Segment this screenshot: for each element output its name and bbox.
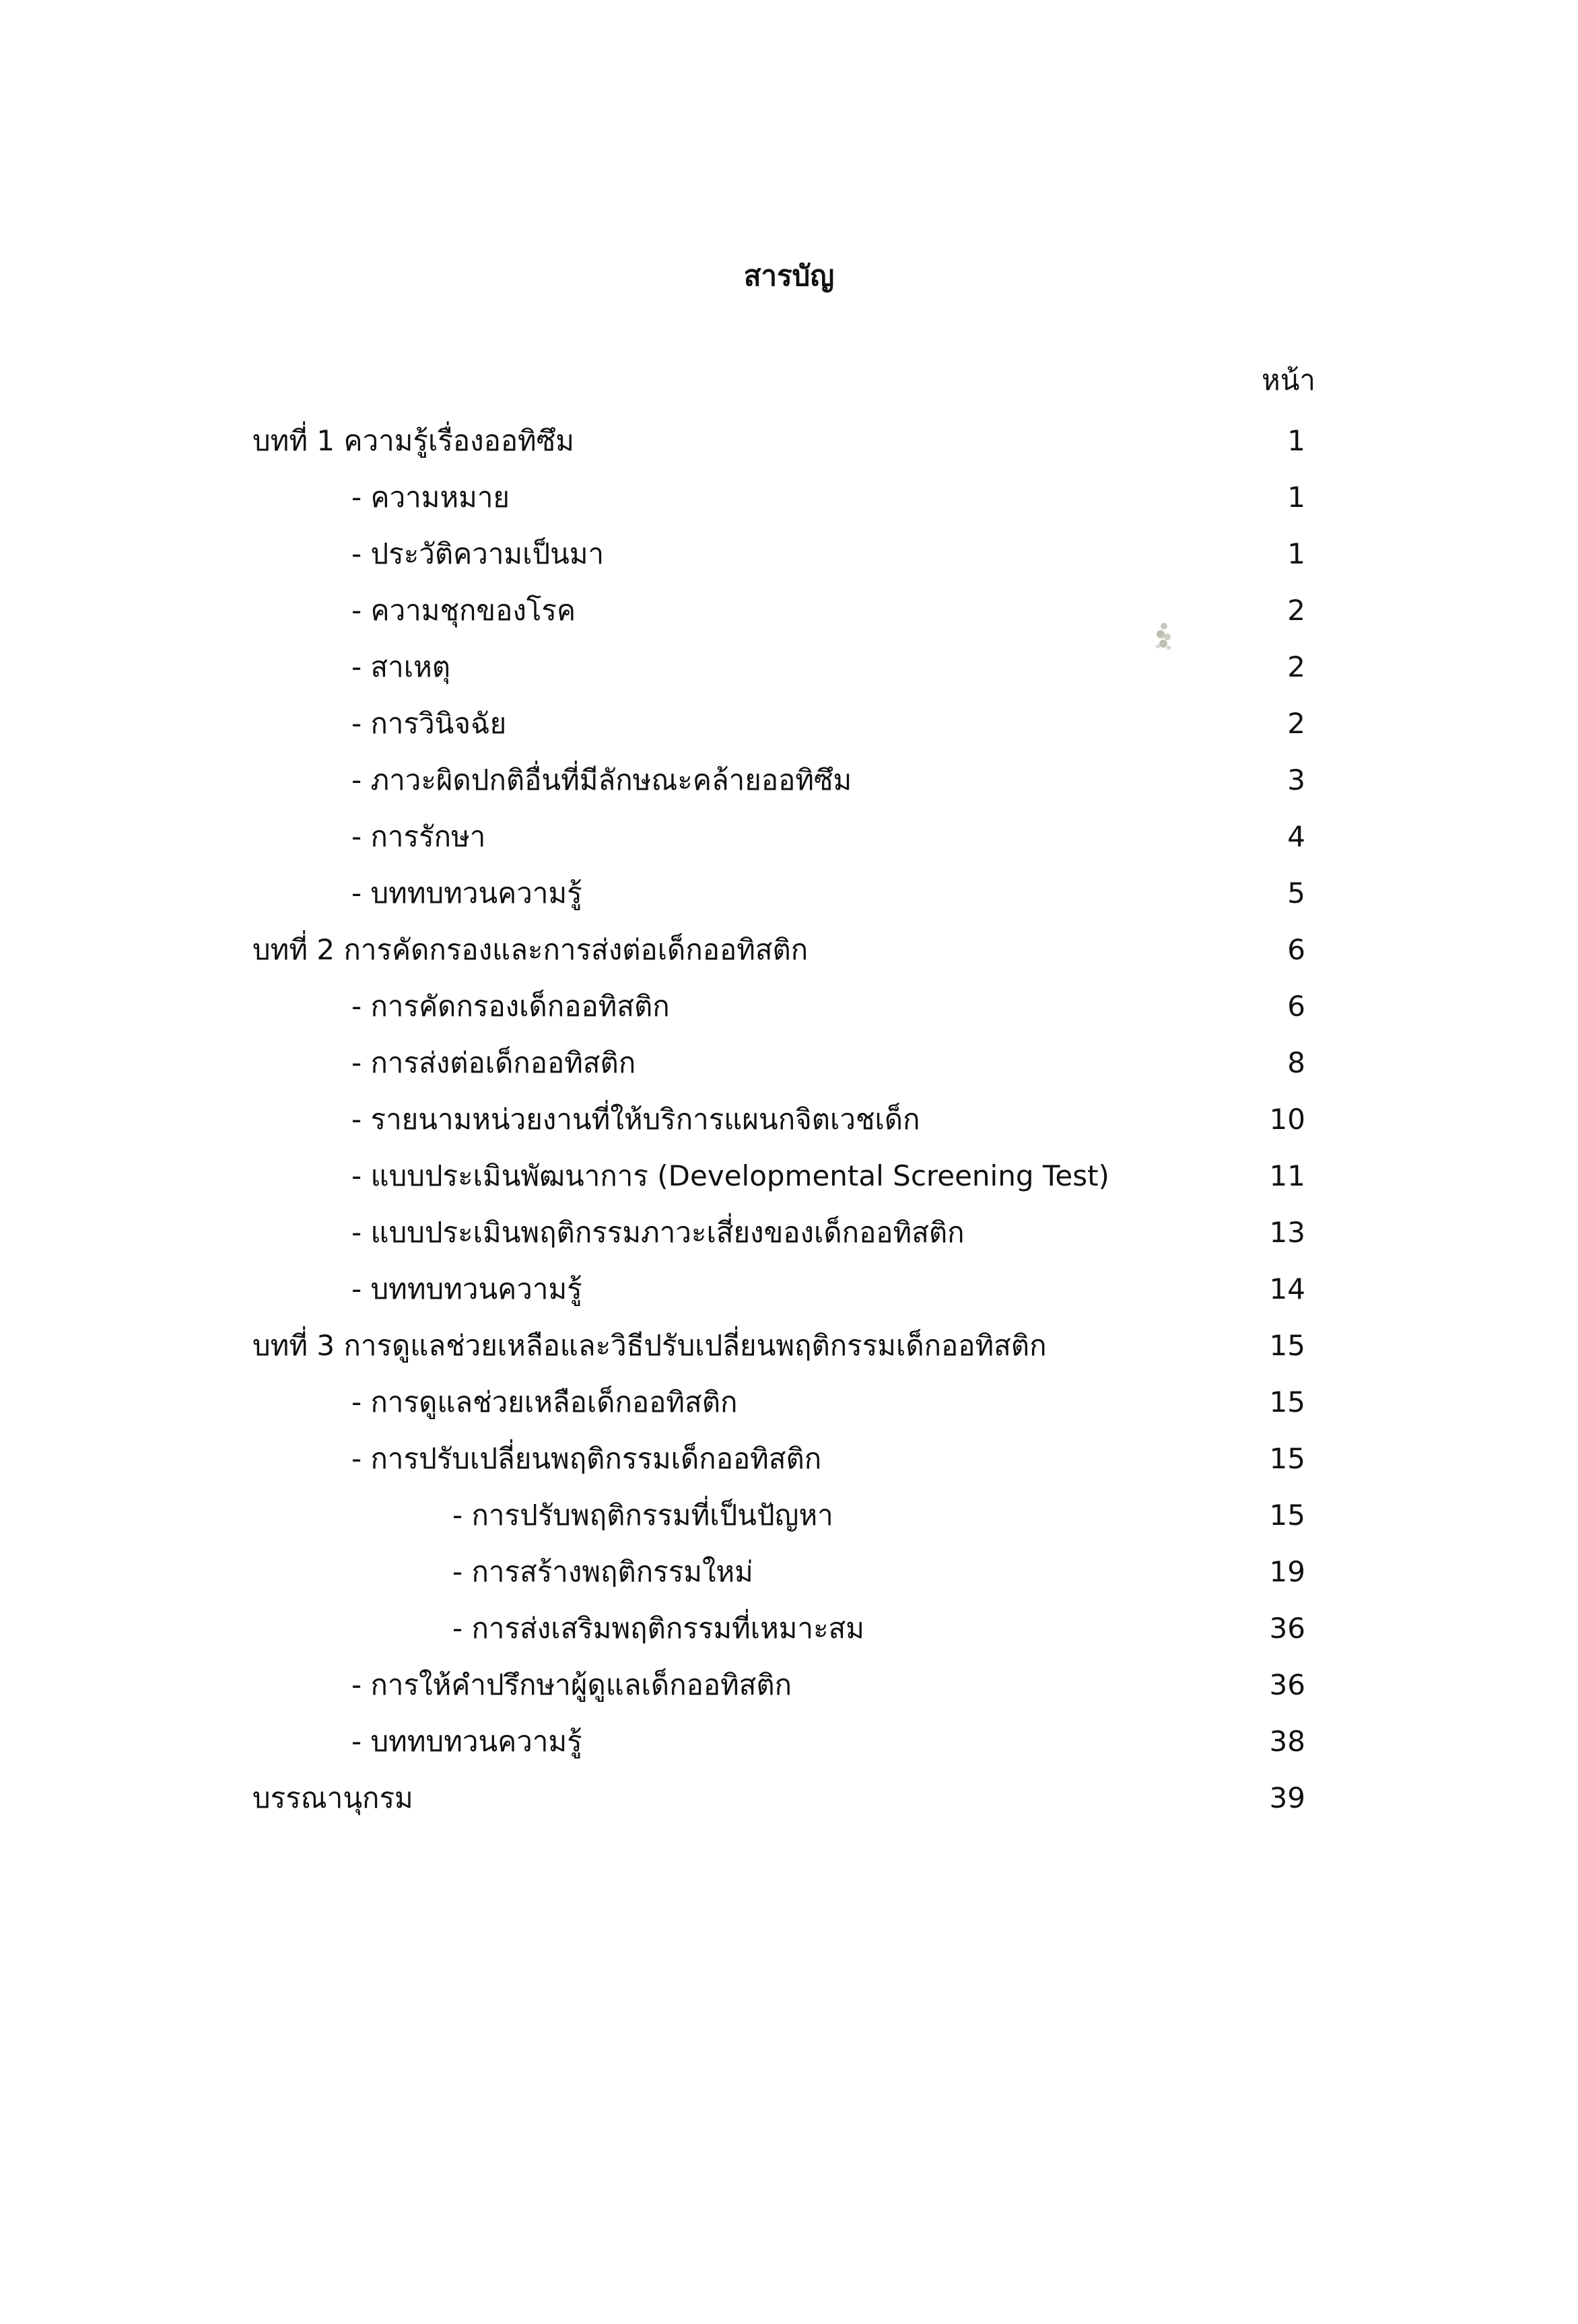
- toc-entry-label: บทที่ 2 การคัดกรองและการส่งต่อเด็กออทิสติก: [252, 933, 809, 966]
- toc-entry-row: [0, 1377, 1578, 1433]
- toc-entry-row: [0, 811, 1578, 868]
- toc-entry-label: - รายนามหน่วยงานที่ให้บริการแผนกจิตเวชเด็ก: [351, 1103, 920, 1136]
- toc-entry-page-number: 1: [1287, 481, 1305, 514]
- toc-entry-row: [0, 755, 1578, 811]
- toc-entry-label: - บททบทวนความรู้: [351, 1725, 582, 1758]
- toc-entry-label: - การปรับพฤติกรรมที่เป็นปัญหา: [452, 1499, 833, 1532]
- toc-entry-label: - ความชุกของโรค: [351, 594, 576, 627]
- toc-entry-page-number: 19: [1269, 1555, 1305, 1588]
- toc-entry-label: - แบบประเมินพฤติกรรมภาวะเสี่ยงของเด็กออทิสติก: [351, 1216, 965, 1249]
- toc-entry-label: - การส่งเสริมพฤติกรรมที่เหมาะสม: [452, 1612, 864, 1645]
- toc-entry-row: [0, 642, 1578, 698]
- toc-entry-row: [0, 868, 1578, 924]
- toc-entry-row: [0, 472, 1578, 528]
- toc-entry-page-number: 15: [1269, 1442, 1305, 1475]
- toc-entry-page-number: 13: [1269, 1216, 1305, 1249]
- toc-entry-page-number: 36: [1269, 1668, 1305, 1701]
- toc-entry-label: - สาเหตุ: [351, 650, 451, 683]
- toc-entry-row: [0, 1603, 1578, 1660]
- toc-entry-label: - แบบประเมินพัฒนาการ (Developmental Screening Test): [351, 1159, 1109, 1192]
- toc-entry-page-number: 14: [1269, 1272, 1305, 1305]
- toc-entry-page-number: 2: [1287, 707, 1305, 740]
- toc-chapter-row: [0, 415, 1578, 472]
- toc-entry-page-number: 39: [1269, 1781, 1305, 1814]
- toc-entry-page-number: 1: [1287, 424, 1305, 457]
- toc-chapter-row: [0, 1320, 1578, 1377]
- toc-entry-row: [0, 981, 1578, 1037]
- toc-entry-row: [0, 1094, 1578, 1151]
- toc-entry-page-number: 11: [1269, 1159, 1305, 1192]
- toc-entry-page-number: 5: [1287, 877, 1305, 910]
- toc-entry-label: - บททบทวนความรู้: [351, 877, 582, 910]
- toc-entry-page-number: 3: [1287, 763, 1305, 796]
- toc-entry-label: - บททบทวนความรู้: [351, 1272, 582, 1305]
- toc-chapter-row: [0, 1773, 1578, 1829]
- toc-entry-label: - การดูแลช่วยเหลือเด็กออทิสติก: [351, 1386, 738, 1419]
- toc-entry-label: บทที่ 1 ความรู้เรื่องออทิซึม: [252, 424, 574, 457]
- toc-chapter-row: [0, 924, 1578, 981]
- toc-entry-row: [0, 1264, 1578, 1320]
- toc-entry-row: [0, 1151, 1578, 1207]
- page-column-header: หน้า: [1262, 364, 1315, 397]
- toc-entry-label: - การให้คำปรึกษาผู้ดูแลเด็กออทิสติก: [351, 1668, 792, 1701]
- toc-entry-label: - การปรับเปลี่ยนพฤติกรรมเด็กออทิสติก: [351, 1442, 822, 1475]
- scan-speck: [1153, 619, 1175, 654]
- toc-entry-page-number: 8: [1287, 1046, 1305, 1079]
- toc-entry-page-number: 15: [1269, 1329, 1305, 1362]
- toc-entry-page-number: 36: [1269, 1612, 1305, 1645]
- toc-entry-row: [0, 1037, 1578, 1094]
- toc-entry-row: [0, 1716, 1578, 1773]
- toc-entry-row: [0, 528, 1578, 585]
- toc-entry-row: [0, 1490, 1578, 1546]
- toc-entry-page-number: 4: [1287, 820, 1305, 853]
- toc-entry-label: - การคัดกรองเด็กออทิสติก: [351, 990, 670, 1023]
- toc-entry-label: - ภาวะผิดปกติอื่นที่มีลักษณะคล้ายออทิซึม: [351, 763, 852, 796]
- toc-entry-page-number: 15: [1269, 1499, 1305, 1532]
- toc-entry-page-number: 10: [1269, 1103, 1305, 1136]
- toc-entry-page-number: 2: [1287, 650, 1305, 683]
- toc-entry-label: - ความหมาย: [351, 481, 510, 514]
- toc-entry-page-number: 15: [1269, 1386, 1305, 1419]
- page-title: สารบัญ: [743, 259, 835, 292]
- toc-entry-label: - ประวัติความเป็นมา: [351, 537, 605, 570]
- toc-entry-row: [0, 1433, 1578, 1490]
- toc-entry-page-number: 6: [1287, 933, 1305, 966]
- toc-entry-row: [0, 585, 1578, 642]
- toc-entry-page-number: 2: [1287, 594, 1305, 627]
- toc-entry-label: - การสร้างพฤติกรรมใหม่: [452, 1555, 753, 1588]
- toc-entry-row: [0, 1546, 1578, 1603]
- toc-entry-page-number: 38: [1269, 1725, 1305, 1758]
- toc-entry-label: บรรณานุกรม: [252, 1781, 413, 1814]
- toc-entry-label: - การรักษา: [351, 820, 486, 853]
- toc-entry-page-number: 1: [1287, 537, 1305, 570]
- toc-entry-row: [0, 1207, 1578, 1264]
- toc-entry-label: - การวินิจฉัย: [351, 707, 507, 740]
- toc-entry-page-number: 6: [1287, 990, 1305, 1023]
- toc-entry-label: บทที่ 3 การดูแลช่วยเหลือและวิธีปรับเปลี่ยนพฤติกรรมเด็กออทิสติก: [252, 1329, 1047, 1362]
- toc-entry-row: [0, 698, 1578, 755]
- toc-entry-label: - การส่งต่อเด็กออทิสติก: [351, 1046, 636, 1079]
- toc-entry-row: [0, 1660, 1578, 1716]
